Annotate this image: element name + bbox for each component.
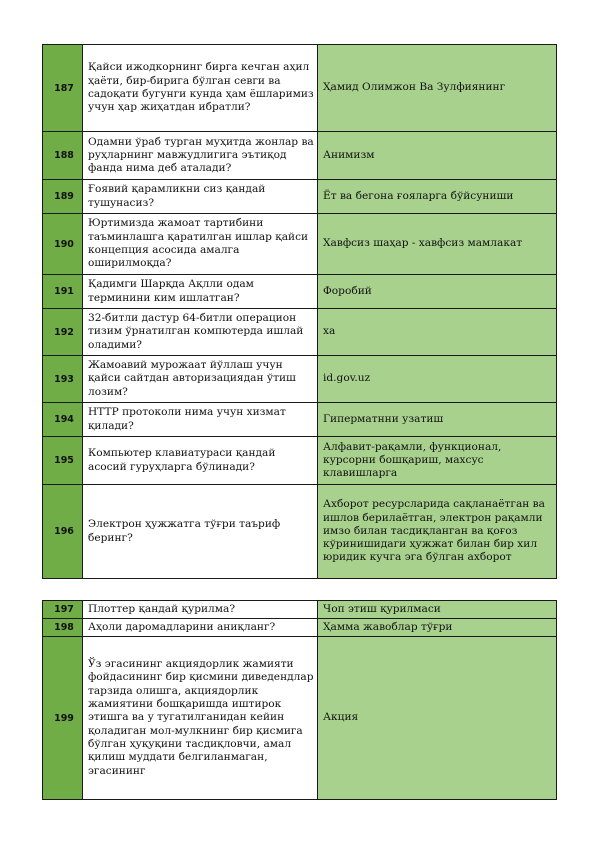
answer-cell: Ҳамма жавоблар тўғри — [318, 619, 557, 637]
answer-cell: Чоп этиш қурилмаси — [318, 601, 557, 619]
question-cell: Электрон ҳужжатга тўғри таъриф беринг? — [83, 485, 318, 579]
row-number: 192 — [43, 309, 83, 356]
answer-cell: Хавфсиз шаҳар - хавфсиз мамлакат — [318, 214, 557, 275]
question-cell: Одамни ўраб турган муҳитда жонлар ва руҳларнинг мавжудлигига эътиқод фанда нима деб аталади? — [83, 132, 318, 180]
answer-cell: Ахборот ресурсларида сақланаётган ва ишлов берилаётган, электрон рақамли имзо билан тасдиқланган ва қоғоз кўринишидаги ҳужжат билан бир хил юридик кучга эга бўлган ахборот — [318, 485, 557, 579]
question-cell: Қайси ижодкорнинг бирга кечган аҳил ҳаёти, бир-бирига бўлган севги ва садоқати бугунги кунда ҳам ёшларимиз учун ҳар жиҳатдан ибратли? — [83, 45, 318, 132]
answer-cell: Форобий — [318, 275, 557, 309]
question-cell: Аҳоли даромадларини аниқланг? — [83, 619, 318, 637]
question-cell: HTTP протоколи нима учун хизмат қилади? — [83, 403, 318, 437]
answer-cell: Акция — [318, 637, 557, 800]
row-number: 196 — [43, 485, 83, 579]
row-number: 198 — [43, 619, 83, 637]
question-cell: 32-битли дастур 64-битли операцион тизим ўрнатилган компютерда ишлай оладими? — [83, 309, 318, 356]
table-row — [43, 214, 557, 275]
question-cell: Жамоавий мурожаат йўллаш учун қайси сайтдан авторизациядан ўтиш лозим? — [83, 356, 318, 403]
row-number: 193 — [43, 356, 83, 403]
table-row — [43, 356, 557, 403]
question-cell: Ўз эгасининг акциядорлик жамияти фойдасининг бир қисмини диведендлар тарзида олишга, акциядорлик жамиятини бошқаришда иштирок этишга ва у тугатилганидан кейин қоладиган мол-мулкнинг бир қисмига бўлган ҳуқуқини тасдиқловчи, амал қилиш муддати белгиланмаган, эгасининг — [83, 637, 318, 800]
question-cell: Қадимги Шарқда Ақлли одам терминини ким ишлатган? — [83, 275, 318, 309]
answer-cell: ха — [318, 309, 557, 356]
table-row — [43, 637, 557, 800]
answer-cell: Алфавит-рақамли, функционал, курсорни бошқариш, махсус клавишларга — [318, 437, 557, 485]
table-row — [43, 275, 557, 309]
table-row — [43, 180, 557, 214]
table-row — [43, 309, 557, 356]
row-number: 189 — [43, 180, 83, 214]
question-cell: Плоттер қандай қурилма? — [83, 601, 318, 619]
answer-cell: id.gov.uz — [318, 356, 557, 403]
qa-table-2 — [42, 600, 557, 800]
table-row — [43, 437, 557, 485]
table-row — [43, 485, 557, 579]
question-cell: Юртимизда жамоат тартибини таъминлашга қаратилган ишлар қайси концепция асосида амалга оширилмоқда? — [83, 214, 318, 275]
answer-cell: Ҳамид Олимжон Ва Зулфиянинг — [318, 45, 557, 132]
row-number: 194 — [43, 403, 83, 437]
answer-cell: Анимизм — [318, 132, 557, 180]
question-cell: Ғоявий қарамликни сиз қандай тушунасиз? — [83, 180, 318, 214]
row-number: 195 — [43, 437, 83, 485]
row-number: 197 — [43, 601, 83, 619]
table-row — [43, 132, 557, 180]
table-row — [43, 45, 557, 132]
answer-cell: Гиперматнни узатиш — [318, 403, 557, 437]
table-row — [43, 619, 557, 637]
row-number: 188 — [43, 132, 83, 180]
row-number: 199 — [43, 637, 83, 800]
row-number: 190 — [43, 214, 83, 275]
row-number: 187 — [43, 45, 83, 132]
table-row — [43, 403, 557, 437]
question-cell: Компьютер клавиатураси қандай асосий гуруҳларга бўлинади? — [83, 437, 318, 485]
answer-cell: Ёт ва бегона ғояларга бўйсуниши — [318, 180, 557, 214]
qa-table-1 — [42, 44, 557, 579]
row-number: 191 — [43, 275, 83, 309]
table-row — [43, 601, 557, 619]
